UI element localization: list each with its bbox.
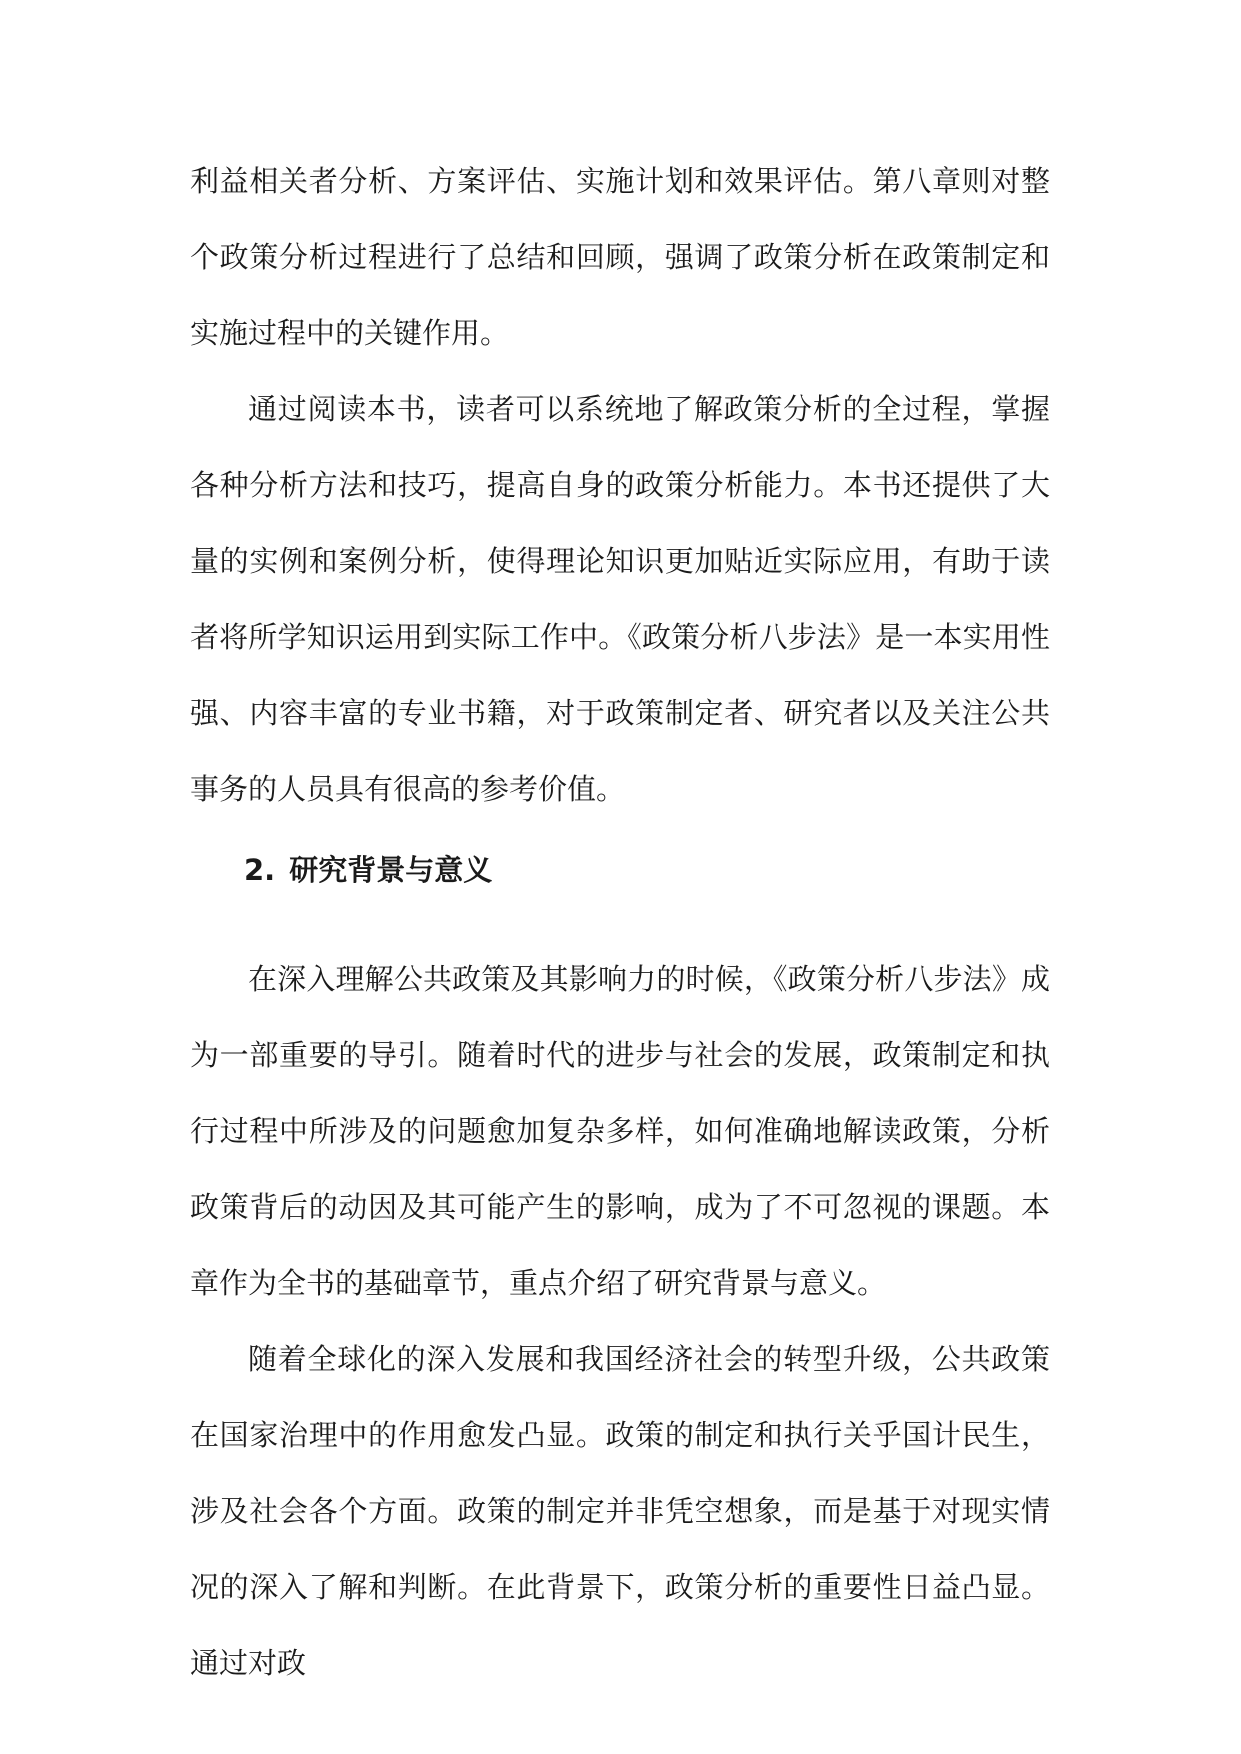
paragraph-background-intro: 在深入理解公共政策及其影响力的时候，《政策分析八步法》成为一部重要的导引。随着时代的进步与社会的发展，政策制定和执行过程中所涉及的问题愈加复杂多样，如何准确地解读政策，分析政策背后的动因及其可能产生的影响，成为了不可忽视的课题。本章作为全书的基础章节，重点介绍了研究背景与意义。 <box>190 962 1050 1300</box>
section-heading <box>244 850 492 890</box>
section-number: 2. <box>244 853 276 887</box>
paragraph-continuation: 利益相关者分析、方案评估、实施计划和效果评估。第八章则对整个政策分析过程进行了总结和回顾，强调了政策分析在政策制定和实施过程中的关键作用。 <box>190 164 1050 350</box>
section-title: 研究背景与意义 <box>289 853 493 887</box>
paragraph-globalization: 随着全球化的深入发展和我国经济社会的转型升级，公共政策在国家治理中的作用愈发凸显。政策的制定和执行关乎国计民生，涉及社会各个方面。政策的制定并非凭空想象，而是基于对现实情况的深入了解和判断。在此背景下，政策分析的重要性日益凸显。通过对政 <box>190 1342 1050 1680</box>
paragraph-book-value: 通过阅读本书，读者可以系统地了解政策分析的全过程，掌握各种分析方法和技巧，提高自身的政策分析能力。本书还提供了大量的实例和案例分析，使得理论知识更加贴近实际应用，有助于读者将所学知识运用到实际工作中。《政策分析八步法》是一本实用性强、内容丰富的专业书籍，对于政策制定者、研究者以及关注公共事务的人员具有很高的参考价值。 <box>190 392 1050 806</box>
